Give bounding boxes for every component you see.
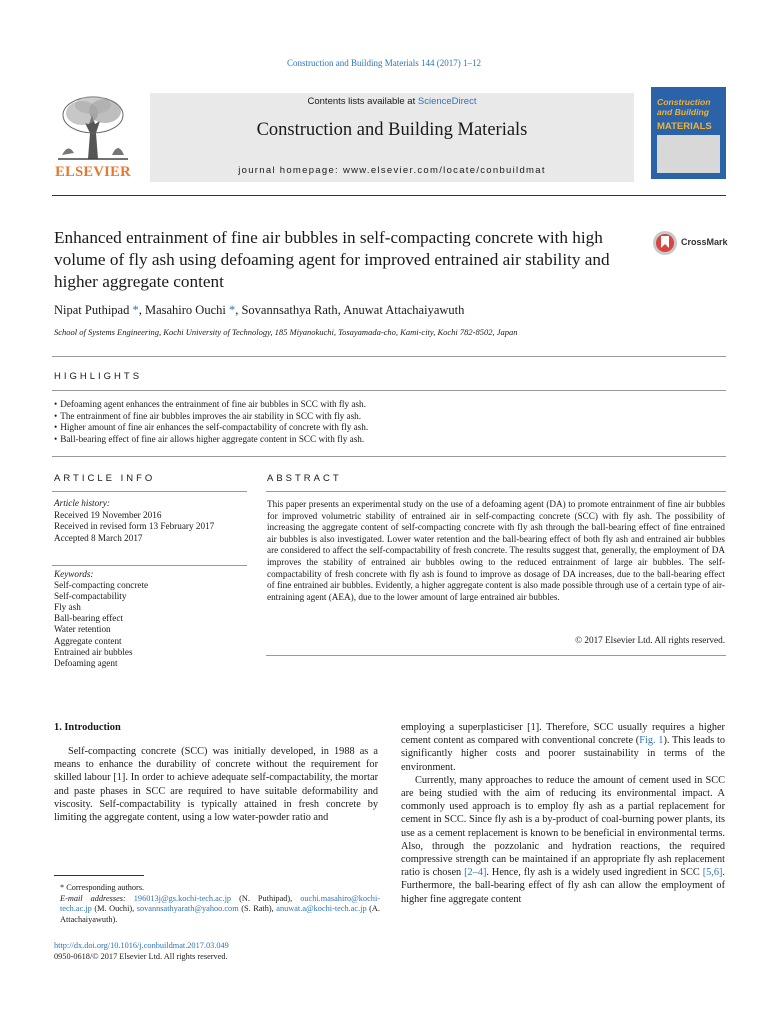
history-item: Accepted 8 March 2017 xyxy=(54,532,143,543)
divider xyxy=(266,491,726,492)
email-link[interactable]: anuwat.a@kochi-tech.ac.jp xyxy=(276,904,367,914)
section-heading: 1. Introduction xyxy=(54,722,121,733)
highlight-item: • Ball-bearing effect of fine air allows higher aggregate content in SCC with fly ash. xyxy=(54,434,726,446)
crossmark-badge[interactable] xyxy=(652,229,732,259)
keyword: Aggregate content xyxy=(54,635,122,646)
contents-prefix: Contents lists available at xyxy=(307,96,418,107)
text-run: ). This leads to significantly higher costs and poorer sustainability in terms of the environment. xyxy=(401,735,726,773)
contents-line xyxy=(150,96,634,107)
highlight-item: • Defoaming agent enhances the entrainment of fine air bubbles in SCC with fly ash. xyxy=(54,399,726,411)
figure-link[interactable]: Fig. 1 xyxy=(639,735,664,747)
history-heading: Article history: xyxy=(54,498,110,508)
journal-cover[interactable] xyxy=(651,87,726,179)
author-name: Nipat Puthipad xyxy=(54,303,130,317)
keyword: Defoaming agent xyxy=(54,657,118,668)
email-owner: (N. Puthipad), xyxy=(231,893,301,903)
highlight-item: • The entrainment of fine air bubbles improves the air stability in SCC with fly ash. xyxy=(54,411,726,423)
paragraph xyxy=(401,774,725,906)
text-run: . Hence, fly ash is a widely used ingredient in SCC xyxy=(486,867,703,879)
keyword: Self-compacting concrete xyxy=(54,580,149,591)
divider xyxy=(52,356,726,357)
email-link[interactable]: 196013j@gs.kochi-tech.ac.jp xyxy=(133,893,232,903)
footnote xyxy=(54,883,380,926)
text-run: Currently, many approaches to reduce the amount of cement used in SCC are being studied with the aim of reducing its environmental impact. A commonly used approach is to employ fly ash as a partial replacement for cement in SCC. Since fly ash is a by-product of coal-burning power plants, its use as a cement replacement is known to be beneficial in environmental terms. Also, through the pozzolanic and hydration reactions, the required compressive strength can be maintained if an appropriate fly ash replacement ratio is chosen xyxy=(401,774,725,879)
header-rule xyxy=(52,195,726,196)
cover-materials: MATERIALS xyxy=(657,121,712,132)
crossmark-label: CrossMark xyxy=(681,237,728,247)
article-info-heading: ARTICLE INFO xyxy=(54,473,156,484)
history-item: Received in revised form 13 February 2017 xyxy=(54,521,215,532)
corresponding-text: Corresponding authors. xyxy=(66,883,145,892)
homepage-prefix: journal homepage: xyxy=(238,165,343,176)
highlights-list xyxy=(54,399,726,445)
author-name: Sovannsathya Rath xyxy=(241,303,338,317)
journal-reference[interactable]: Construction and Building Materials 144 (2017) 1–12 xyxy=(287,58,481,68)
keyword: Entrained air bubbles xyxy=(54,646,133,657)
author-name: Masahiro Ouchi xyxy=(144,303,226,317)
email-owner: (S. Rath), xyxy=(238,904,277,914)
keyword: Ball-bearing effect xyxy=(54,613,123,624)
abstract-text: This paper presents an experimental study on the use of a defoaming agent (DA) to promote entrainment of fine air bubbles for improved volumetric stability of entrained air in self-compacting concrete (SCC) with fly ash. The possibility of increasing the aggregate content of self-compacting concrete with fly ash through the ball-bearing effect of fine entrained air bubbles is also investigated. Lower water retention and the ball-bearing effect of both fly ash and entrained air bubbles are considered to affect the self-compactability of fresh concrete. The results suggest that, generally, the employment of DA improves the stability of entrained air bubbles owing to the reduced entrainment of large air bubbles. The self-compactability of fresh concrete with fly ash is found to improve as dosage of DA increases, due to the ball-bearing effect of fine entrained air bubbles. Evidently, a higher aggregate content is also made possible through use of a certain type of air-entraining agent (AEA), due to the lower amount of large entrained air bubbles. xyxy=(267,499,725,602)
cover-title: Construction and Building xyxy=(657,97,711,117)
highlight-item: • Higher amount of fine air enhances the self-compactability of concrete with fly ash. xyxy=(54,422,726,434)
divider xyxy=(52,390,726,391)
elsevier-tree-icon xyxy=(52,93,134,163)
keyword: Water retention xyxy=(54,624,111,635)
divider xyxy=(52,491,247,492)
divider xyxy=(52,565,247,566)
email-addresses xyxy=(54,894,380,926)
cover-image xyxy=(657,135,720,173)
highlights-heading: HIGHLIGHTS xyxy=(54,371,143,382)
corresponding-note: * Corresponding authors. xyxy=(60,883,145,892)
article-history xyxy=(54,498,249,544)
divider xyxy=(52,456,726,457)
email-owner: (A. Attachaiyawuth). xyxy=(60,904,381,925)
divider xyxy=(266,655,726,656)
paragraph: Self-compacting concrete (SCC) was initially developed, in 1988 as a means to enhance the durability of concrete without the requirement for skilled labour [1]. In order to achieve adequate self-compactability, the mortar and paste phases in SCC are required to have suitable deformability and viscosity. Self-compactability is typically attained in fresh concrete by limiting the aggregate content, using a low water-powder ratio and xyxy=(54,746,378,824)
keywords xyxy=(54,569,249,669)
author-name: Anuwat Attachaiyawuth xyxy=(343,303,465,317)
elsevier-wordmark: ELSEVIER xyxy=(55,164,131,180)
email-link[interactable]: sovannsathyarath@yahoo.com xyxy=(136,904,239,914)
crossmark-icon xyxy=(652,229,678,257)
keyword: Fly ash xyxy=(54,602,81,613)
sciencedirect-link[interactable]: ScienceDirect xyxy=(417,96,477,107)
journal-homepage xyxy=(150,165,634,176)
text-run: employing a superplasticiser [1]. Therefore, SCC usually requires a higher cement content as compared with conventional concrete ( xyxy=(401,722,725,747)
body-column-right xyxy=(401,721,725,906)
journal-title: Construction and Building Materials xyxy=(256,120,528,140)
footnote-rule xyxy=(54,875,144,876)
keywords-heading: Keywords: xyxy=(54,569,94,579)
corresponding-mark[interactable]: * xyxy=(228,303,236,317)
email-label: E-mail addresses: xyxy=(60,893,126,903)
paragraph xyxy=(401,721,725,774)
abstract-copyright: © 2017 Elsevier Ltd. All rights reserved. xyxy=(575,635,725,645)
affiliation: School of Systems Engineering, Kochi University of Technology, 185 Miyanokuchi, Tosayamada-cho, Kami-city, Kochi 782-8502, Japan xyxy=(54,327,518,337)
reference-link[interactable]: [5,6] xyxy=(702,867,723,879)
homepage-url[interactable]: www.elsevier.com/locate/conbuildmat xyxy=(342,165,546,176)
email-link[interactable]: ouchi.masahiro@kochi-tech.ac.jp xyxy=(60,893,381,914)
author-list: Nipat Puthipad *, Masahiro Ouchi *, Sovannsathya Rath, Anuwat Attachaiyawuth xyxy=(54,303,465,317)
abstract-heading: ABSTRACT xyxy=(267,473,342,484)
issn-line: 0950-0618/© 2017 Elsevier Ltd. All rights reserved. xyxy=(54,952,228,961)
reference-link[interactable]: [2–4] xyxy=(464,867,487,879)
paper-title: Enhanced entrainment of fine air bubbles in self-compacting concrete with high volume of fly ash using defoaming agent for improved entrained air stability and higher aggregate content xyxy=(54,228,610,291)
history-item: Received 19 November 2016 xyxy=(54,509,162,520)
doi-link[interactable]: http://dx.doi.org/10.1016/j.conbuildmat.2017.03.049 xyxy=(54,941,229,950)
text-run: . Furthermore, the ball-bearing effect of fly ash can allow the employment of higher fine aggregate content xyxy=(401,867,725,905)
email-owner: (M. Ouchi), xyxy=(91,904,137,914)
keyword: Self-compactability xyxy=(54,591,127,602)
body-column-left xyxy=(54,745,378,824)
corresponding-mark[interactable]: * xyxy=(132,303,139,317)
